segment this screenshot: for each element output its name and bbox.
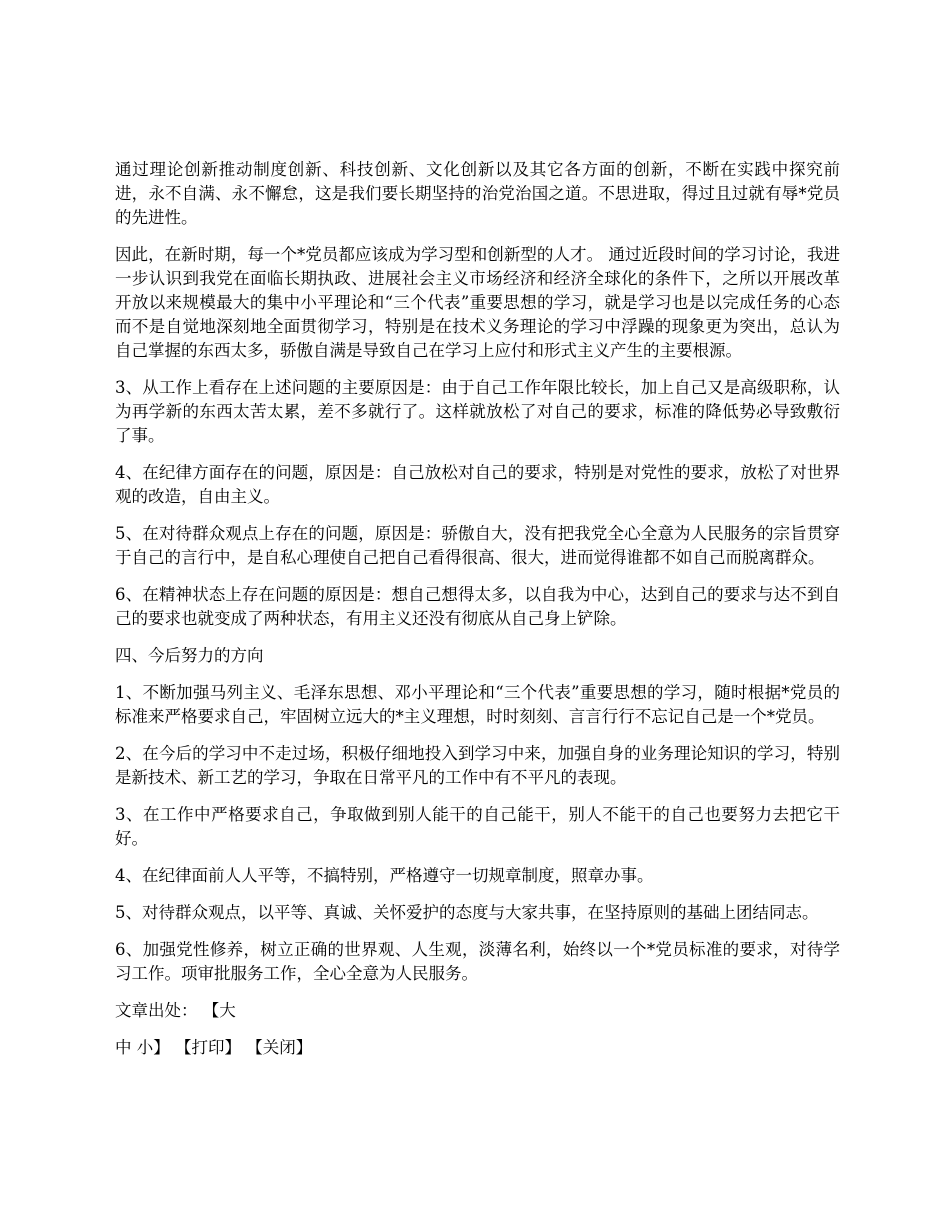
- source-label: 文章出处：: [115, 1001, 198, 1020]
- font-size-medium-link[interactable]: 中: [115, 1038, 132, 1057]
- paragraph-7: 1、不断加强马列主义、毛泽东思想、邓小平理论和“三个代表”重要思想的学习，随时根据*党员的标准来严格要求自己，牢固树立远大的*主义理想，时时刻刻、言言行行不忘记自己是一个*党员。: [115, 683, 840, 726]
- close-link[interactable]: 【关闭】: [246, 1038, 313, 1057]
- paragraph-3: 3、从工作上看存在上述问题的主要原因是：由于自己工作年限比较长，加上自己又是高级职称，认为再学新的东西太苦太累，差不多就行了。这样就放松了对自己的要求，标准的降低势必导致敷衍了事。: [115, 378, 840, 445]
- paragraph-1: 通过理论创新推动制度创新、科技创新、文化创新以及其它各方面的创新，不断在实践中探究前进，永不自满、永不懈怠，这是我们要长期坚持的治党治国之道。不思进取，得过且过就有辱*党员的先进性。: [115, 160, 840, 227]
- paragraph-4: 4、在纪律方面存在的问题，原因是：自己放松对自己的要求，特别是对党性的要求，放松了对世界观的改造，自由主义。: [115, 463, 840, 506]
- paragraph-5: 5、在对待群众观点上存在的问题，原因是：骄傲自大，没有把我党全心全意为人民服务的宗旨贯穿于自己的言行中，是自私心理使自己把自己看得很高、很大，进而觉得谁都不如自己而脱离群众。: [115, 524, 840, 567]
- print-link[interactable]: 【打印】: [175, 1038, 241, 1057]
- paragraph-11: 5、对待群众观点，以平等、真诚、关怀爱护的态度与大家共事，在坚持原则的基础上团结同志。: [115, 903, 819, 922]
- font-size-large-link[interactable]: 【大: [202, 1001, 236, 1020]
- font-size-small-link[interactable]: 小】: [136, 1038, 170, 1057]
- article-source-line: [115, 999, 840, 1023]
- section-heading: 四、今后努力的方向: [115, 646, 264, 665]
- paragraph-9: 3、在工作中严格要求自己，争取做到别人能干的自己能干，别人不能干的自己也要努力去把它干好。: [115, 805, 840, 848]
- paragraph-2: 因此，在新时期，每一个*党员都应该成为学习型和创新型的人才。 通过近段时间的学习讨论，我进一步认识到我党在面临长期执政、进展社会主义市场经济和经济全球化的条件下，之所以开展改革开放以来规模最大的集中小平理论和“三个代表”重要思想的学习，就是学习也是以完成任务的心态而不是自觉地深刻地全面贯彻学习，特别是在技术义务理论的学习中浮躁的现象更为突出，总认为自己掌握的东西太多，骄傲自满是导致自己在学习上应付和形式主义产生的主要根源。: [115, 245, 840, 360]
- paragraph-8: 2、在今后的学习中不走过场，积极仔细地投入到学习中来，加强自身的业务理论知识的学习，特别是新技术、新工艺的学习，争取在日常平凡的工作中有不平凡的表现。: [115, 744, 840, 787]
- article-tools-line: [115, 1036, 840, 1060]
- article-body: [115, 158, 840, 1073]
- paragraph-6: 6、在精神状态上存在问题的原因是：想自己想得太多，以自我为中心，达到自己的要求与达不到自己的要求也就变成了两种状态，有用主义还没有彻底从自己身上铲除。: [115, 585, 840, 628]
- paragraph-10: 4、在纪律面前人人平等，不搞特别，严格遵守一切规章制度，照章办事。: [115, 866, 654, 885]
- paragraph-12: 6、加强党性修养，树立正确的世界观、人生观，淡薄名利，始终以一个*党员标准的要求，对待学习工作。项审批服务工作，全心全意为人民服务。: [115, 940, 840, 983]
